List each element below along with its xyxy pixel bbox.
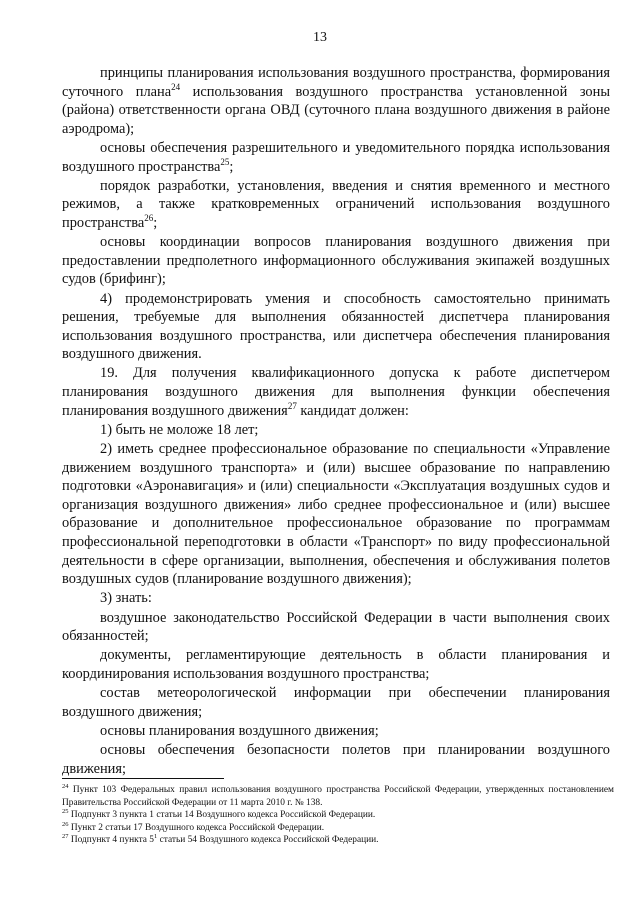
- footnote: [62, 784, 614, 809]
- footnote-marker: 27: [287, 400, 297, 411]
- text-run: состав метеорологической информации при обеспечении планирования воздушного движения;: [62, 685, 610, 720]
- footnote: [62, 834, 614, 847]
- text-run: принципы планирования использования воздушного пространства, формирования суточного плана: [62, 65, 610, 100]
- text-run: 1) быть не моложе 18 лет;: [100, 421, 259, 438]
- footnote-marker: 1: [153, 833, 158, 841]
- body-paragraph: [62, 440, 610, 589]
- text-run: Пункт 2 статьи 17 Воздушного кодекса Российской Федерации.: [68, 822, 325, 833]
- text-run: Пункт 103 Федеральных правил использования воздушного пространства Российской Федерации, утвержденных постановлением Правительства Российской Федерации от 11 марта 2010 г. № 138.: [62, 785, 614, 808]
- footnote-separator: [62, 778, 224, 779]
- body-text: [62, 64, 610, 778]
- footnotes: [62, 784, 614, 847]
- body-paragraph: [62, 684, 610, 721]
- footnote-marker: 24: [171, 81, 181, 92]
- text-run: 2) иметь среднее профессиональное образование по специальности «Управление движением воздушного транспорта» и (или) высшее образование по направлению подготовки «Аэронавигация» и (или) специальности «Эксплуатация воздушных судов и организация воздушного движения» либо среднее профессиональное и (или) высшее образование и дополнительное профессиональное образование по программам профессиональной переподготовки в области «Транспорт» по виду профессиональной деятельности в сфере организации, выполнения, обеспечения и обслуживания полетов воздушных судов (планирование воздушного движения);: [62, 441, 610, 588]
- text-run: основы обеспечения безопасности полетов при планировании воздушного движения;: [62, 742, 610, 777]
- text-run: кандидат должен:: [296, 402, 409, 419]
- body-paragraph: [62, 364, 610, 420]
- text-run: статьи 54 Воздушного кодекса Российской Федерации.: [157, 835, 379, 846]
- body-paragraph: [62, 233, 610, 289]
- footnote-marker: 26: [144, 213, 154, 224]
- footnote-marker: 25: [220, 156, 230, 167]
- text-run: основы планирования воздушного движения;: [100, 722, 379, 739]
- text-run: основы координации вопросов планирования воздушного движения при предоставлении предполетного информационного обслуживания экипажей воздушных судов (брифинг);: [62, 234, 610, 288]
- text-run: 19. Для получения квалификационного допуска к работе диспетчером планирования воздушного движения для выполнения функции обеспечения планирования воздушного движения: [62, 365, 610, 419]
- page-number: 13: [313, 30, 327, 45]
- body-paragraph: [62, 646, 610, 683]
- footnote-marker: 27: [62, 833, 69, 841]
- body-paragraph: [62, 609, 610, 646]
- text-run: ;: [229, 158, 234, 175]
- text-run: основы обеспечения разрешительного и уведомительного порядка использования воздушного пространства: [62, 139, 610, 175]
- text-run: ;: [153, 214, 158, 231]
- text-run: использования воздушного пространства установленной зоны (района) ответственности органа ОВД (суточного плана воздушного движения в районе аэродрома);: [62, 83, 610, 137]
- body-paragraph: [62, 290, 610, 364]
- footnote-marker: 25: [62, 808, 69, 816]
- body-paragraph: [62, 722, 610, 741]
- body-paragraph: [62, 177, 610, 233]
- text-run: воздушное законодательство Российской Федерации в части выполнения своих обязанностей;: [62, 609, 610, 645]
- text-run: Подпункт 4 пункта 5: [68, 835, 154, 846]
- text-run: 3) знать:: [100, 590, 152, 607]
- body-paragraph: [62, 64, 610, 138]
- footnote: [62, 822, 614, 835]
- text-run: документы, регламентирующие деятельность в области планирования и координирования использования воздушного пространства;: [62, 647, 610, 682]
- text-run: 4) продемонстрировать умения и способность самостоятельно принимать решения, требуемые для выполнения обязанностей диспетчера планирования использования воздушного пространства, или диспетчера обеспечения планирования воздушного движения.: [62, 290, 610, 363]
- body-paragraph: [62, 421, 610, 440]
- footnote: [62, 809, 614, 822]
- footnote-marker: 24: [62, 782, 69, 790]
- footnote-marker: 26: [62, 820, 69, 828]
- text-run: порядок разработки, установления, введения и снятия временного и местного режимов, а также кратковременных ограничений использования воздушного пространства: [62, 177, 610, 231]
- body-paragraph: [62, 589, 610, 608]
- text-run: Подпункт 3 пункта 1 статьи 14 Воздушного кодекса Российской Федерации.: [68, 810, 376, 821]
- body-paragraph: [62, 741, 610, 778]
- body-paragraph: [62, 139, 610, 176]
